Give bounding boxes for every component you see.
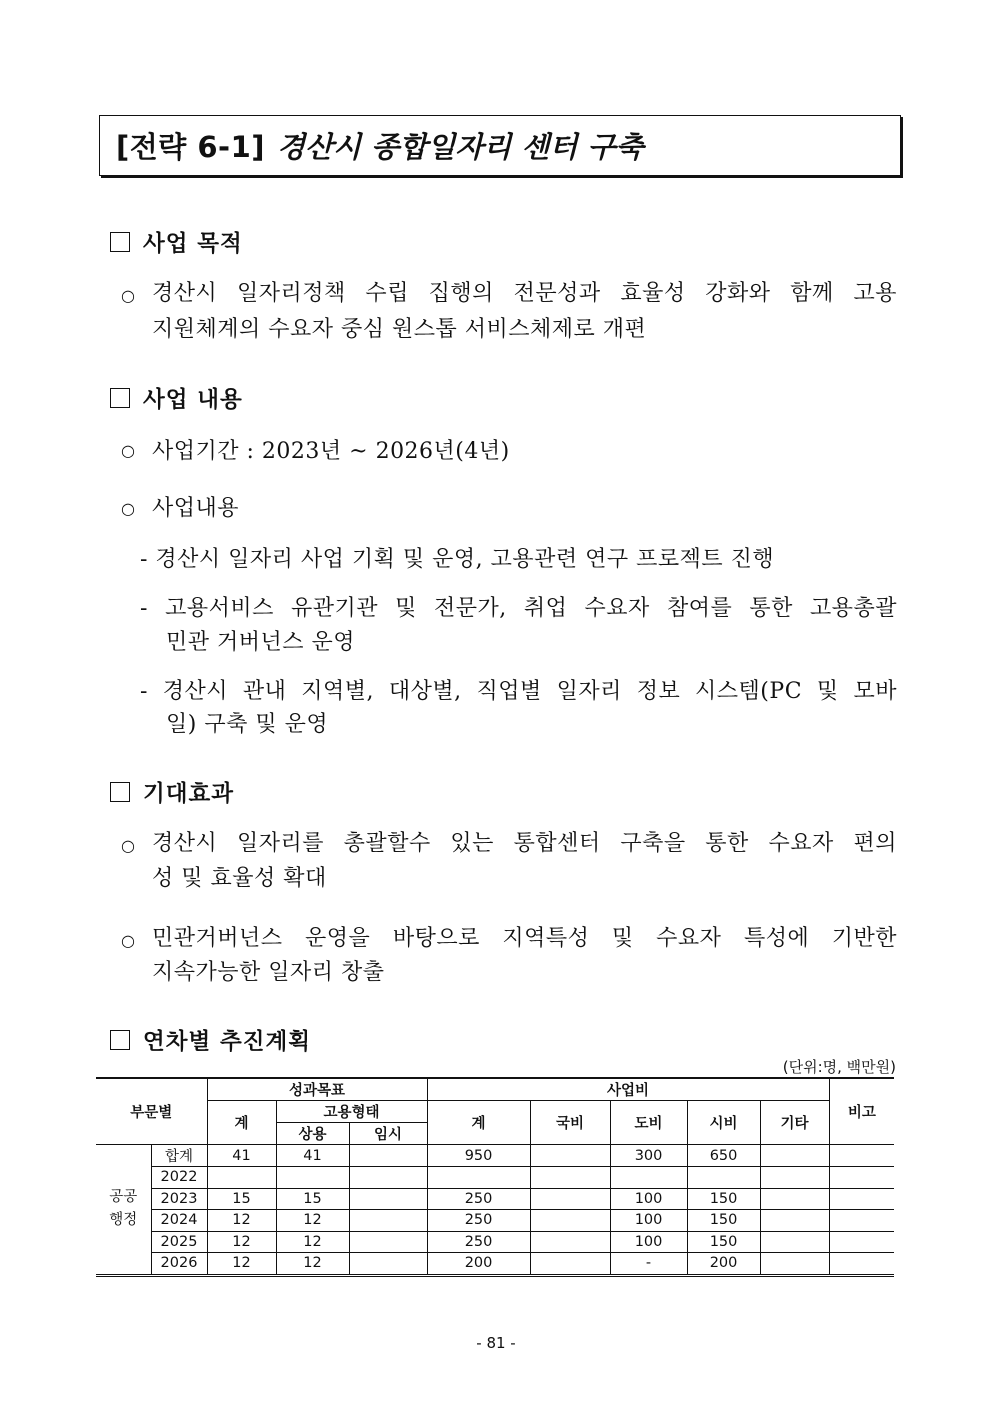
cell-city (687, 1167, 760, 1189)
cell-remarks (829, 1210, 894, 1232)
cell-provincial (610, 1167, 687, 1189)
cell-remarks (829, 1231, 894, 1253)
header-remarks: 비고 (829, 1078, 894, 1145)
cell-temporary (349, 1188, 427, 1210)
table-unit-note: (단위:명, 백만원) (782, 1058, 896, 1076)
content-item-1-line1: - 경산시 일자리 사업 기획 및 운영, 고용관련 연구 프로젝트 진행 (140, 547, 775, 572)
cell-budget-total: 950 (427, 1145, 530, 1167)
section-effects-heading: 기대효과 (110, 776, 234, 808)
cell-temporary (349, 1210, 427, 1232)
cell-city: 650 (687, 1145, 760, 1167)
circle-bullet-icon: ○ (121, 441, 135, 460)
cell-remarks (829, 1253, 894, 1276)
group-public-admin: 공공 행정 (96, 1145, 151, 1276)
header-employment-type: 고용형태 (276, 1101, 427, 1123)
cell-budget-total: 250 (427, 1188, 530, 1210)
circle-bullet-icon: ○ (121, 499, 135, 518)
cell-regular (276, 1167, 349, 1189)
cell-other (760, 1253, 829, 1276)
cell-remarks (829, 1145, 894, 1167)
section-plan-heading: 연차별 추진계획 (110, 1024, 311, 1056)
cell-city: 150 (687, 1210, 760, 1232)
header-provincial: 도비 (610, 1101, 687, 1145)
header-category: 부문별 (96, 1078, 207, 1145)
cell-budget-total (427, 1167, 530, 1189)
cell-temporary (349, 1253, 427, 1276)
cell-budget-total: 200 (427, 1253, 530, 1276)
circle-bullet-icon: ○ (121, 286, 135, 305)
cell-perf-total: 12 (207, 1253, 276, 1276)
cell-remarks (829, 1167, 894, 1189)
table-row (96, 1145, 894, 1167)
checkbox-square-icon (110, 388, 130, 408)
cell-remarks (829, 1188, 894, 1210)
header-city: 시비 (687, 1101, 760, 1145)
content-period: 사업기간 : 2023년 ~ 2026년(4년) (152, 439, 510, 464)
cell-year: 2023 (151, 1188, 207, 1210)
cell-other (760, 1145, 829, 1167)
section-content-heading: 사업 내용 (110, 382, 243, 414)
cell-city: 150 (687, 1188, 760, 1210)
strategy-name: 경산시 종합일자리 센터 구축 (277, 130, 644, 164)
table-row (96, 1253, 894, 1276)
purpose-text-line2: 지원체계의 수요자 중심 원스톱 서비스체제로 개편 (152, 317, 647, 342)
circle-bullet-icon: ○ (121, 836, 135, 855)
cell-provincial: - (610, 1253, 687, 1276)
cell-temporary (349, 1231, 427, 1253)
header-budget-total: 계 (427, 1101, 530, 1145)
content-item-2-line2: 민관 거버넌스 운영 (166, 630, 356, 655)
effect-1-line1: 경산시 일자리를 총괄할수 있는 통합센터 구축을 통한 수요자 편의 (152, 831, 897, 856)
cell-year: 2026 (151, 1253, 207, 1276)
cell-city: 150 (687, 1231, 760, 1253)
checkbox-square-icon (110, 1030, 130, 1050)
checkbox-square-icon (110, 782, 130, 802)
content-item-3-line2: 일) 구축 및 운영 (166, 712, 329, 737)
cell-year: 2022 (151, 1167, 207, 1189)
table-row (96, 1188, 894, 1210)
header-temporary: 임시 (349, 1123, 427, 1145)
table-row (96, 1231, 894, 1253)
content-subheading: 사업내용 (152, 496, 240, 521)
header-budget: 사업비 (427, 1078, 829, 1101)
effect-2-line1: 민관거버넌스 운영을 바탕으로 지역특성 및 수요자 특성에 기반한 (152, 926, 897, 951)
cell-provincial: 300 (610, 1145, 687, 1167)
header-national: 국비 (530, 1101, 610, 1145)
cell-budget-total: 250 (427, 1231, 530, 1253)
content-item-2-line1: - 고용서비스 유관기관 및 전문가, 취업 수요자 참여를 통한 고용총괄 (140, 596, 897, 621)
circle-bullet-icon: ○ (121, 931, 135, 950)
cell-provincial: 100 (610, 1231, 687, 1253)
cell-other (760, 1167, 829, 1189)
cell-perf-total: 41 (207, 1145, 276, 1167)
checkbox-square-icon (110, 232, 130, 252)
cell-regular: 15 (276, 1188, 349, 1210)
header-perf-total: 계 (207, 1101, 276, 1145)
header-performance: 성과목표 (207, 1078, 427, 1101)
cell-national (530, 1253, 610, 1276)
cell-national (530, 1145, 610, 1167)
strategy-code: [전략 6-1] (116, 130, 266, 164)
cell-national (530, 1167, 610, 1189)
annual-plan-table (96, 1077, 894, 1277)
purpose-text-line1: 경산시 일자리정책 수립 집행의 전문성과 효율성 강화와 함께 고용 (152, 281, 897, 306)
cell-regular: 12 (276, 1253, 349, 1276)
cell-national (530, 1231, 610, 1253)
cell-provincial: 100 (610, 1210, 687, 1232)
cell-other (760, 1188, 829, 1210)
cell-temporary (349, 1167, 427, 1189)
cell-year: 2025 (151, 1231, 207, 1253)
strategy-title-box (99, 115, 901, 176)
effect-1-line2: 성 및 효율성 확대 (152, 866, 327, 891)
header-regular: 상용 (276, 1123, 349, 1145)
page-number: - 81 - (476, 1334, 516, 1352)
cell-regular: 12 (276, 1210, 349, 1232)
table-row (96, 1210, 894, 1232)
cell-perf-total: 12 (207, 1210, 276, 1232)
cell-other (760, 1210, 829, 1232)
cell-national (530, 1188, 610, 1210)
cell-perf-total: 15 (207, 1188, 276, 1210)
effect-2-line2: 지속가능한 일자리 창출 (152, 960, 385, 985)
cell-temporary (349, 1145, 427, 1167)
cell-regular: 41 (276, 1145, 349, 1167)
cell-national (530, 1210, 610, 1232)
cell-budget-total: 250 (427, 1210, 530, 1232)
header-other: 기타 (760, 1101, 829, 1145)
content-item-3-line1: - 경산시 관내 지역별, 대상별, 직업별 일자리 정보 시스템(PC 및 모바 (140, 679, 897, 704)
cell-regular: 12 (276, 1231, 349, 1253)
cell-perf-total (207, 1167, 276, 1189)
cell-year: 합계 (151, 1145, 207, 1167)
cell-year: 2024 (151, 1210, 207, 1232)
cell-perf-total: 12 (207, 1231, 276, 1253)
section-purpose-heading: 사업 목적 (110, 226, 243, 258)
cell-provincial: 100 (610, 1188, 687, 1210)
table-row (96, 1167, 894, 1189)
cell-city: 200 (687, 1253, 760, 1276)
cell-other (760, 1231, 829, 1253)
